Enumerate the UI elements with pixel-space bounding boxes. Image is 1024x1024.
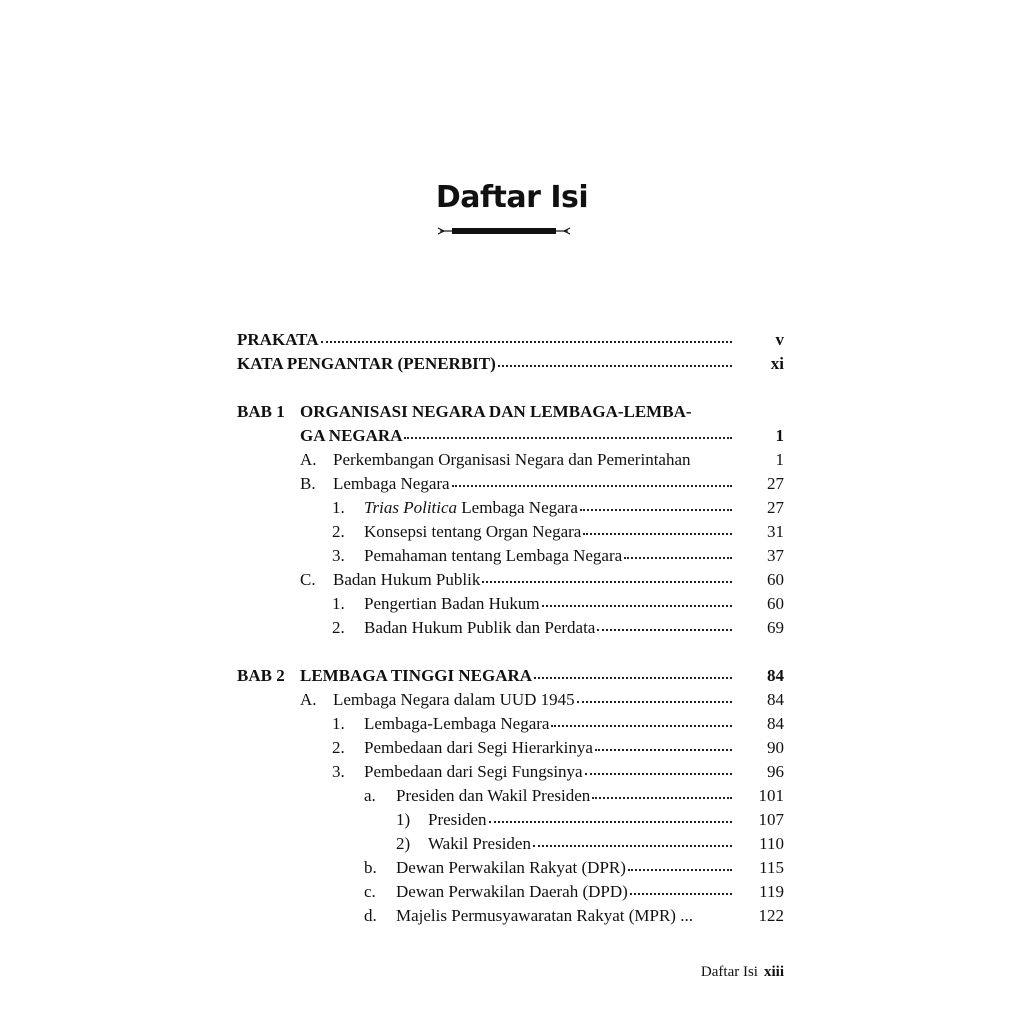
dot-leader — [592, 796, 732, 799]
toc-page-number: 90 — [767, 738, 784, 757]
dot-leader — [452, 484, 732, 487]
toc-row-section — [0, 568, 1024, 592]
dot-leader — [597, 628, 732, 631]
toc-entry-label: Perkembangan Organisasi Negara dan Pemerintahan — [333, 450, 691, 469]
toc-entry-label: Lembaga Negara dalam UUD 1945 — [333, 690, 575, 709]
page-title: Daftar Isi — [435, 180, 589, 215]
page-footer — [701, 962, 784, 982]
chapter-number: BAB 1 — [237, 402, 285, 421]
toc-row-subsubsection — [0, 784, 1024, 808]
toc-page-number: 96 — [767, 762, 784, 781]
level4-number: 2) — [396, 834, 411, 853]
toc-row-subsection — [0, 496, 1024, 520]
toc-page-number: 60 — [767, 594, 784, 613]
subsection-number: 2. — [332, 522, 345, 541]
toc-page-number: 122 — [758, 906, 784, 925]
toc-entry-label: Wakil Presiden — [428, 834, 531, 853]
toc-row-prakata — [0, 328, 1024, 352]
dot-leader — [580, 508, 732, 511]
subsection-number: 2. — [332, 618, 345, 637]
toc-entry-label-italic: Trias Politica — [364, 498, 458, 517]
toc-row-subsubsection — [0, 904, 1024, 928]
toc-page-number: 101 — [758, 786, 784, 805]
toc-page-number: 1 — [775, 450, 784, 469]
toc-row-level4 — [0, 832, 1024, 856]
chapter-title-line1: ORGANISASI NEGARA DAN LEMBAGA-LEMBA- — [300, 402, 692, 421]
toc-page-number: 84 — [767, 666, 784, 685]
toc-entry-label: Konsepsi tentang Organ Negara — [364, 522, 582, 541]
toc-entry-label: Lembaga Negara — [457, 498, 578, 517]
running-footer-title: Daftar Isi — [700, 964, 758, 980]
toc-entry-label: Badan Hukum Publik — [333, 570, 481, 589]
subsection-number: 2. — [332, 738, 345, 757]
toc-page-number: 110 — [759, 834, 784, 853]
toc-row-subsection — [0, 592, 1024, 616]
dot-leader — [628, 868, 732, 871]
toc-row-subsection — [0, 616, 1024, 640]
toc-entry-label: Dewan Perwakilan Rakyat (DPR) — [396, 858, 626, 877]
toc-page-number: 37 — [767, 546, 784, 565]
toc-entry-label: Majelis Permusyawaratan Rakyat (MPR) ... — [396, 906, 693, 925]
dot-leader — [482, 580, 732, 583]
toc-row-bab1-title-cont — [0, 424, 1024, 448]
toc-row-subsection — [0, 544, 1024, 568]
chapter-number: BAB 2 — [237, 666, 285, 685]
chapter-title-line2: GA NEGARA — [300, 426, 403, 445]
toc-entry-label: Pembedaan dari Segi Fungsinya — [364, 762, 583, 781]
toc-row-subsubsection — [0, 856, 1024, 880]
toc-page-number: 115 — [759, 858, 784, 877]
dot-leader — [321, 340, 732, 343]
dot-leader — [583, 532, 732, 535]
toc-page-number: 84 — [767, 714, 784, 733]
toc-row-bab2-title — [0, 664, 1024, 688]
subsubsection-letter: d. — [364, 906, 377, 925]
dot-leader — [624, 556, 732, 559]
toc-row-subsection — [0, 712, 1024, 736]
level4-number: 1) — [396, 810, 411, 829]
toc-row-level4 — [0, 808, 1024, 832]
dot-leader — [595, 748, 732, 751]
toc-row-subsubsection — [0, 880, 1024, 904]
toc-page-number: v — [775, 330, 784, 349]
toc-row-subsection — [0, 520, 1024, 544]
subsubsection-letter: b. — [364, 858, 377, 877]
dot-leader — [577, 700, 732, 703]
toc-page-number: 84 — [767, 690, 784, 709]
toc-entry-label: KATA PENGANTAR (PENERBIT) — [237, 354, 496, 373]
toc-entry-label: Lembaga-Lembaga Negara — [364, 714, 550, 733]
section-number: A. — [300, 450, 317, 469]
toc-page-number: xi — [770, 354, 784, 373]
dot-leader — [542, 604, 732, 607]
subsection-number: 1. — [332, 594, 345, 613]
section-number: B. — [300, 474, 316, 493]
subsubsection-letter: a. — [364, 786, 376, 805]
subsection-number: 3. — [332, 762, 345, 781]
dot-leader — [489, 820, 732, 823]
subsection-number: 3. — [332, 546, 345, 565]
toc-page-number: 27 — [767, 498, 784, 517]
toc-row-subsection — [0, 760, 1024, 784]
toc-entry-label: Pengertian Badan Hukum — [364, 594, 540, 613]
toc-page-number: 27 — [767, 474, 784, 493]
toc-entry-label: Presiden dan Wakil Presiden — [396, 786, 591, 805]
toc-entry-label: Presiden — [428, 810, 487, 829]
toc-row-section — [0, 688, 1024, 712]
toc-row-bab1-title — [0, 400, 1024, 424]
toc-entry-label: Dewan Perwakilan Daerah (DPD) — [396, 882, 628, 901]
toc-page-number: 1 — [775, 426, 784, 445]
toc-entry-label: Pemahaman tentang Lembaga Negara — [364, 546, 623, 565]
dot-leader — [551, 724, 732, 727]
dot-leader — [533, 844, 732, 847]
folio-page-number: xiii — [763, 964, 784, 980]
chapter-title: LEMBAGA TINGGI NEGARA — [300, 666, 533, 685]
subsection-number: 1. — [332, 498, 345, 517]
toc-row-section — [0, 448, 1024, 472]
toc-entry-label: PRAKATA — [237, 330, 319, 349]
section-number: A. — [300, 690, 317, 709]
subsubsection-letter: c. — [364, 882, 376, 901]
dot-leader — [534, 676, 732, 679]
dot-leader — [585, 772, 732, 775]
toc-page-number: 69 — [767, 618, 784, 637]
toc-entry-label: Badan Hukum Publik dan Perdata — [364, 618, 596, 637]
toc-page-number: 31 — [767, 522, 784, 541]
toc-page-number: 60 — [767, 570, 784, 589]
toc-entry-label: Pembedaan dari Segi Hierarkinya — [364, 738, 593, 757]
toc-entry-label: Lembaga Negara — [333, 474, 450, 493]
toc-row-kata-pengantar — [0, 352, 1024, 376]
toc-row-section — [0, 472, 1024, 496]
dot-leader — [630, 892, 732, 895]
toc-page-number: 119 — [759, 882, 784, 901]
toc-page-number: 107 — [758, 810, 784, 829]
toc-row-subsection — [0, 736, 1024, 760]
section-number: C. — [300, 570, 316, 589]
dot-leader — [498, 364, 732, 367]
dot-leader — [404, 436, 732, 439]
subsection-number: 1. — [332, 714, 345, 733]
